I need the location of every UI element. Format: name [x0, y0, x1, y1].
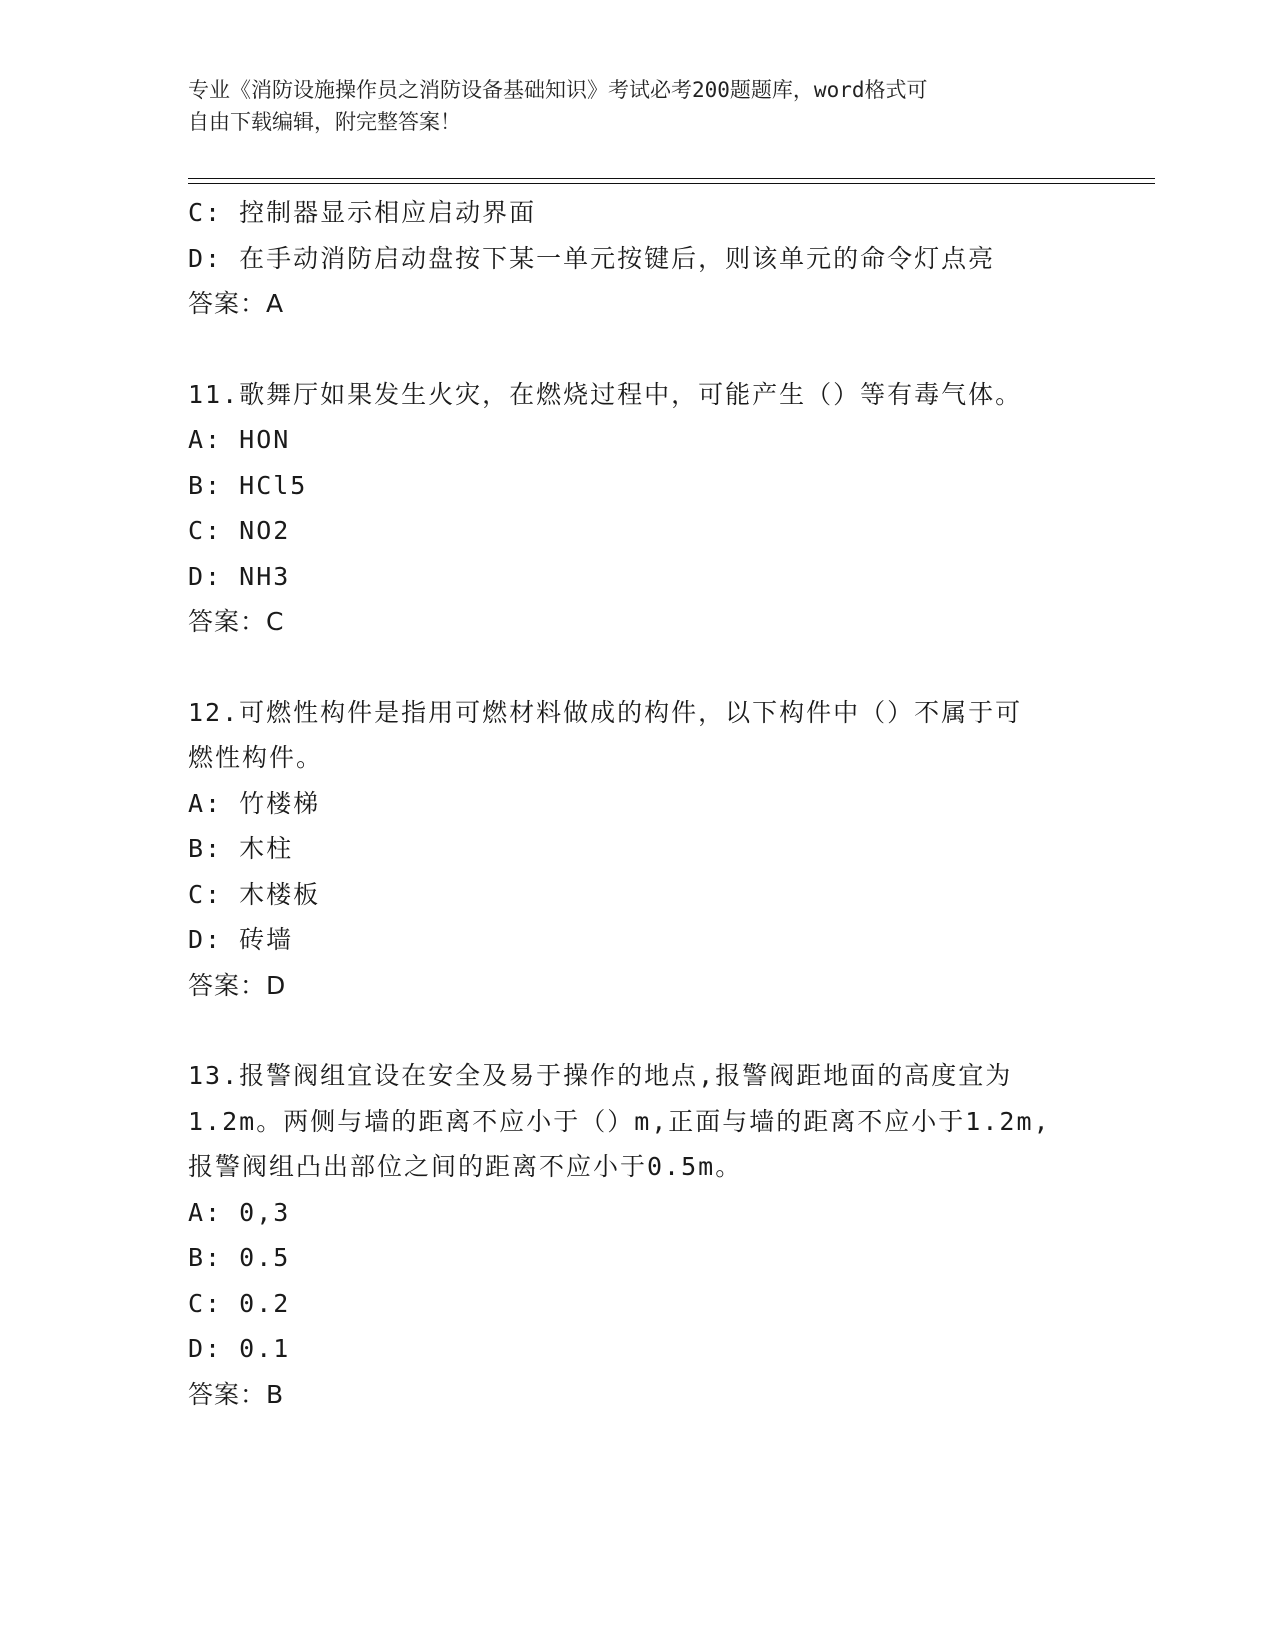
option-d: D: NH3 [188, 561, 291, 591]
option-a: A: HON [188, 425, 291, 454]
question-stem-line-2: 1.2m。两侧与墙的距离不应小于（）m,正面与墙的距离不应小于1.2m, [188, 1106, 1051, 1136]
question-10-tail [188, 190, 1088, 327]
option-d: D: 0.1 [188, 1334, 291, 1363]
spacer [188, 645, 1088, 690]
answer: 答案：C [188, 607, 285, 636]
option-b: B: HCl5 [188, 470, 308, 500]
question-stem-line-2: 燃性构件。 [188, 743, 324, 772]
question-list [188, 190, 1088, 1417]
option-c: C: NO2 [188, 516, 291, 545]
option-c: C: 0.2 [188, 1288, 291, 1318]
option-c: C: 控制器显示相应启动界面 [188, 198, 537, 227]
spacer [188, 1008, 1088, 1053]
question-stem: 11.歌舞厅如果发生火灾，在燃烧过程中，可能产生（）等有毒气体。 [188, 379, 1023, 409]
header-title-line-1: 专业《消防设施操作员之消防设备基础知识》考试必考200题题库，word格式可 [188, 78, 928, 102]
question-stem-line-1: 12.可燃性构件是指用可燃材料做成的构件，以下构件中（）不属于可 [188, 697, 1023, 727]
option-a: A: 竹楼梯 [188, 788, 321, 818]
option-c: C: 木楼板 [188, 879, 321, 909]
question-11 [188, 372, 1088, 645]
document-header [188, 74, 1068, 138]
question-stem-line-1: 13.报警阀组宜设在安全及易于操作的地点,报警阀距地面的高度宜为 [188, 1061, 1013, 1090]
question-13 [188, 1053, 1088, 1417]
header-title-line-2: 自由下载编辑，附完整答案！ [188, 110, 461, 134]
header-divider-top [188, 178, 1155, 179]
option-d: D: 在手动消防启动盘按下某一单元按键后，则该单元的命令灯点亮 [188, 243, 996, 273]
question-stem-line-3: 报警阀组凸出部位之间的距离不应小于0.5m。 [188, 1152, 743, 1181]
spacer [188, 327, 1088, 372]
option-b: B: 0.5 [188, 1243, 291, 1272]
option-a: A: 0,3 [188, 1197, 291, 1227]
question-12 [188, 690, 1088, 1009]
header-divider-bottom [188, 183, 1155, 184]
option-b: B: 木柱 [188, 834, 294, 863]
answer: 答案：B [188, 1379, 285, 1409]
answer: 答案：D [188, 970, 287, 1000]
answer: 答案：A [188, 289, 285, 318]
option-d: D: 砖墙 [188, 925, 294, 954]
